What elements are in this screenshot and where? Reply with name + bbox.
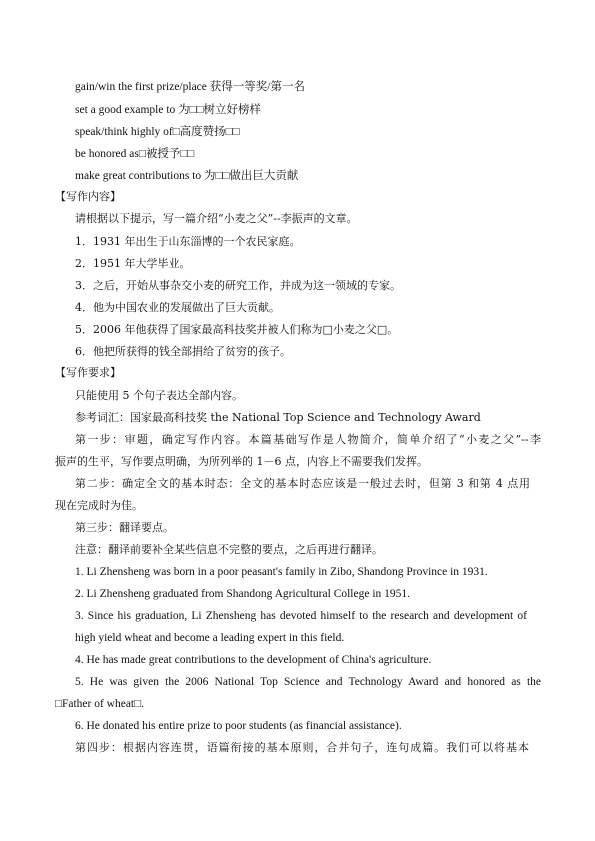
point-3: 3．之后，开始从事杂交小麦的研究工作，并成为这一领域的专家。	[75, 279, 401, 292]
step-3: 第三步：翻译要点。	[75, 521, 174, 534]
writing-content-heading: 【写作内容】	[55, 190, 121, 203]
translation-3-line-2: high yield wheat and become a leading expert in this field.	[75, 632, 345, 644]
phrase-1: gain/win the first prize/place 获得一等奖/第一名	[75, 81, 305, 93]
note: 注意：翻译前要补全某些信息不完整的要点，之后再进行翻译。	[75, 543, 383, 556]
step-1-line-1: 第一步：审题，确定写作内容。本篇基础写作是人物简介，简单介绍了“小麦之父”--李	[75, 433, 541, 446]
point-6: 6．他把所获得的钱全部捐给了贫穷的孩子。	[75, 345, 291, 358]
translation-1: 1. Li Zhensheng was born in a poor peasant's family in Zibo, Shandong Province in 1931.	[75, 566, 488, 578]
phrase-5: make great contributions to 为□□做出巨大贡献	[75, 170, 299, 182]
step-4: 第四步：根据内容连贯，语篇衔接的基本原则，合并句子，连句成篇。我们可以将基本	[75, 741, 529, 754]
translation-4: 4. He has made great contributions to the development of China's agriculture.	[75, 654, 432, 666]
translation-2: 2. Li Zhensheng graduated from Shandong Agricultural College in 1951.	[75, 588, 411, 600]
point-5: 5．2006 年他获得了国家最高科技奖并被人们称为□小麦之父□。	[75, 323, 399, 336]
step-2-line-2: 现在完成时为佳。	[55, 499, 143, 512]
sentence-limit: 只能使用 5 个句子表达全部内容。	[75, 389, 243, 402]
point-2: 2．1951 年大学毕业。	[75, 257, 191, 270]
phrase-3: speak/think highly of□高度赞扬□□	[75, 126, 240, 138]
step-1-line-2: 振声的生平，写作要点明确，为所列举的 1－6 点，内容上不需要我们发挥。	[55, 455, 428, 468]
translation-3-line-1: 3. Since his graduation, Li Zhensheng has devoted himself to the research and development of	[75, 610, 527, 622]
writing-requirements-heading: 【写作要求】	[55, 366, 121, 379]
phrase-2: set a good example to 为□□树立好榜样	[75, 104, 262, 116]
translation-6: 6. He donated his entire prize to poor students (as financial assistance).	[75, 720, 402, 732]
reference-vocab: 参考词汇：国家最高科技奖 the National Top Science and Technology Award	[75, 411, 481, 424]
phrase-4: be honored as□被授予□□	[75, 148, 195, 160]
point-4: 4．他为中国农业的发展做出了巨大贡献。	[75, 301, 280, 314]
translation-5-line-1: 5. He was given the 2006 National Top Science and Technology Award and honored as the	[75, 676, 541, 688]
translation-5-line-2: □Father of wheat□.	[55, 698, 144, 710]
point-1: 1．1931 年出生于山东淄博的一个农民家庭。	[75, 235, 301, 248]
writing-prompt: 请根据以下提示，写一篇介绍“小麦之父”--李振声的文章。	[75, 212, 358, 225]
step-2-line-1: 第二步：确定全文的基本时态：全文的基本时态应该是一般过去时，但第 3 和第 4 点用	[75, 477, 530, 490]
